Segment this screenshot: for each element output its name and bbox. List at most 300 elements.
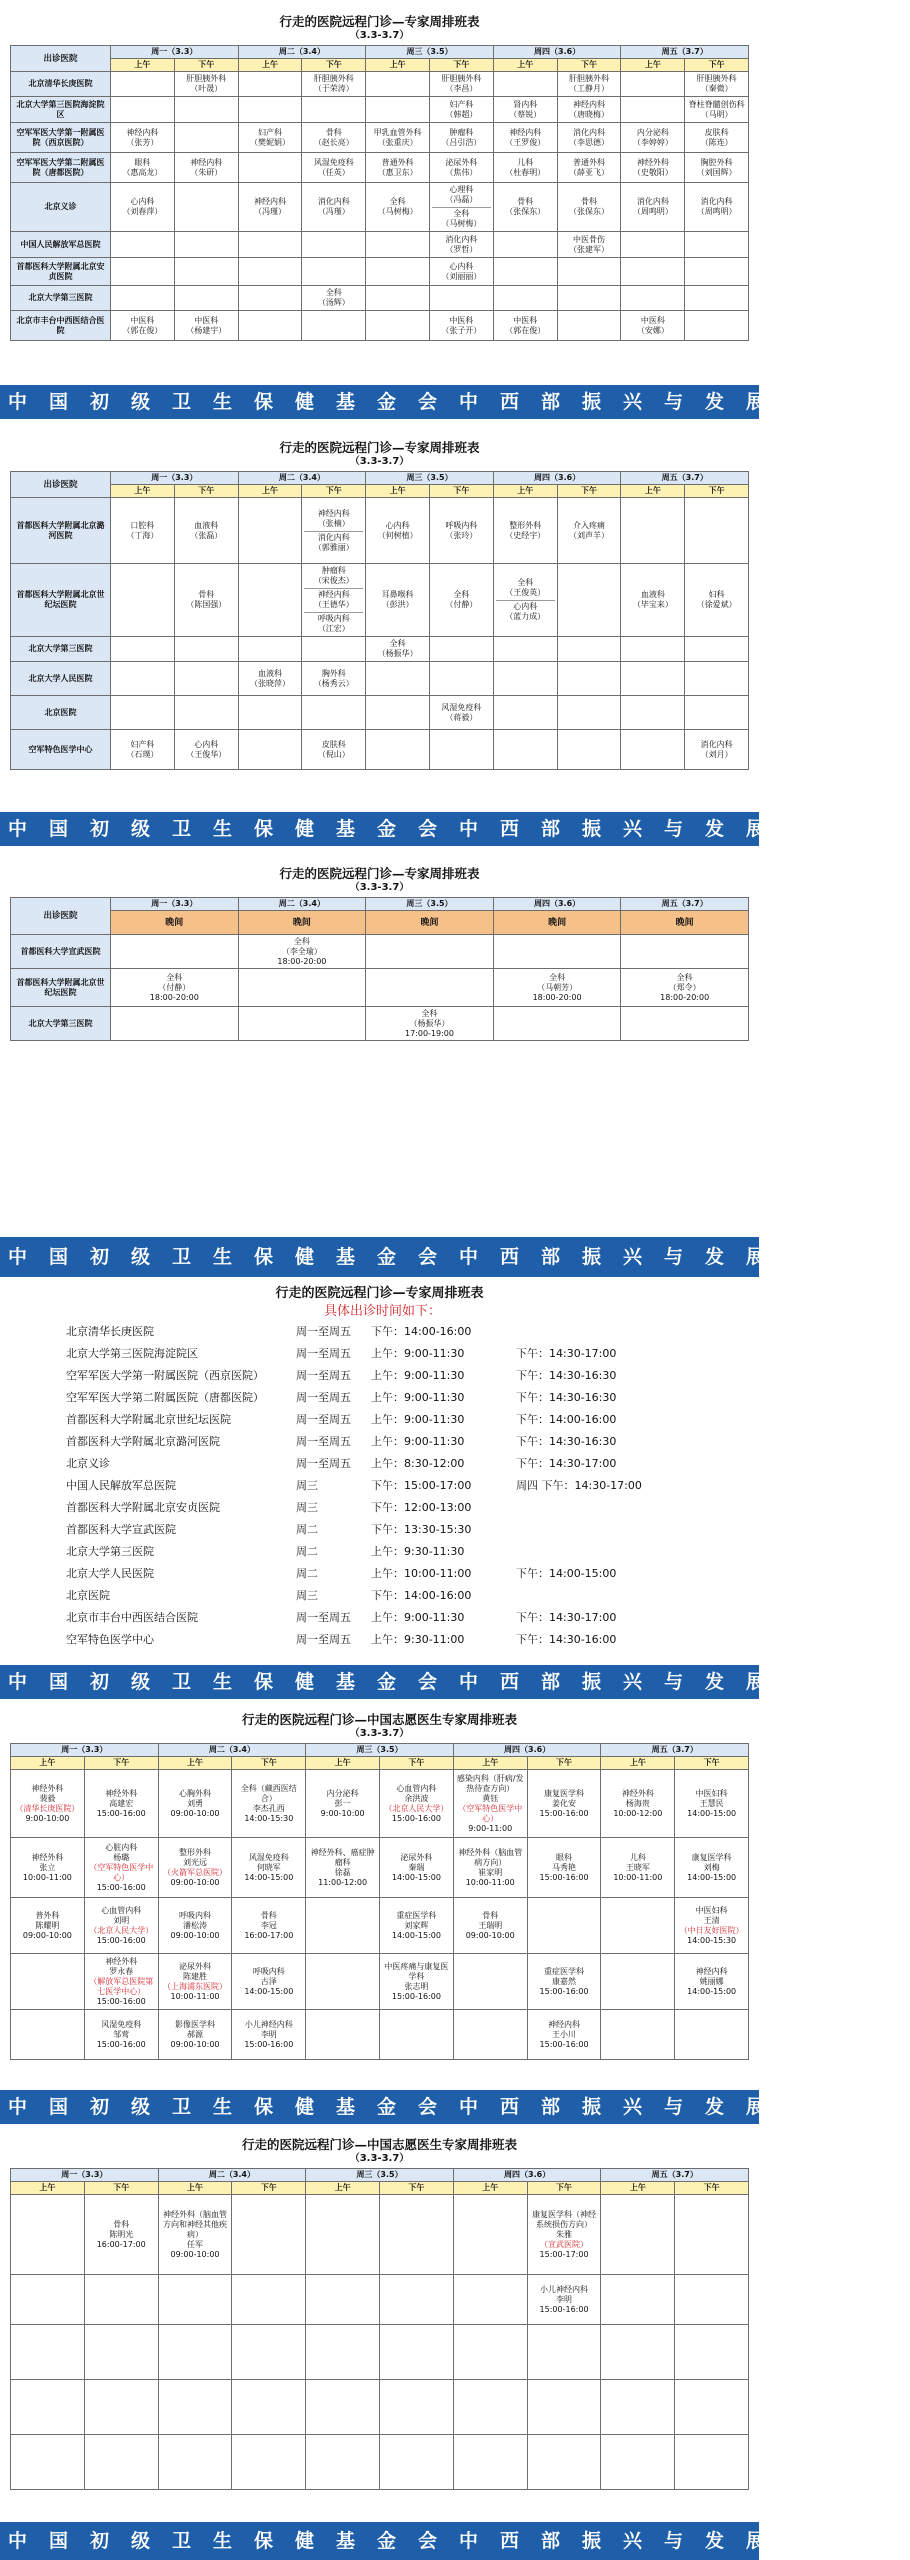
- department: 神经外科: [636, 157, 669, 167]
- hours-subtitle: 具体出诊时间如下：: [323, 1304, 441, 1319]
- department: 心内科: [130, 197, 155, 206]
- doctor-name: （马明）: [700, 109, 733, 119]
- day-header: 周一（3.3）: [111, 898, 239, 911]
- doctor-entry: [432, 157, 491, 179]
- schedule-cell: [174, 72, 238, 97]
- schedule-cell: [453, 2275, 527, 2325]
- day-header: 周二（3.4）: [158, 2169, 306, 2182]
- doctor-entry: [368, 638, 427, 660]
- schedule-cell: [302, 258, 366, 286]
- doctor-name: （江宏）: [317, 624, 350, 633]
- doctor-entry: [177, 73, 236, 95]
- doctor-name: （刘春萍）: [122, 207, 163, 216]
- doctor-name: （汤辉）: [317, 298, 350, 307]
- doctor-entry: [432, 520, 491, 542]
- time-slot: 18:00-20:00: [660, 992, 710, 1002]
- department: 普外科: [35, 1910, 60, 1920]
- schedule-cell: [621, 1007, 749, 1041]
- doctor-name: （张晓萍）: [250, 678, 290, 688]
- doctor-entry: [241, 244, 300, 246]
- section-title: 行走的医院远程门诊—专家周排班表: [279, 440, 480, 455]
- doctor-entry: [496, 244, 555, 246]
- department: 消化内科: [700, 739, 733, 749]
- schedule-cell: [430, 97, 494, 123]
- department: 肝胆胰外科: [441, 74, 482, 83]
- schedule-cell: [557, 72, 621, 97]
- hospital-name: 首都医科大学附属北京安贞医院: [66, 1501, 220, 1514]
- doctor-entry: [560, 712, 619, 714]
- schedule-cell: [430, 637, 494, 662]
- volunteer-section-2: [0, 2137, 759, 2522]
- am-header: 上午: [111, 59, 175, 72]
- section-date: （3.3-3.7）: [349, 1728, 410, 1739]
- am-hours: 下午：13:30-15:30: [371, 1523, 472, 1536]
- schedule-cell: [366, 935, 494, 969]
- schedule-cell: [557, 564, 621, 637]
- header-row: [11, 46, 749, 59]
- schedule-cell: [493, 153, 557, 183]
- table-row: [11, 935, 749, 969]
- hours-row: [66, 1475, 699, 1497]
- department: 神经外科（脑血管方向和神经其他疾病）: [163, 2209, 227, 2239]
- time-slot: 15:00-16:00: [96, 1996, 146, 2006]
- am-hours: 下午：15:00-17:00: [371, 1479, 472, 1492]
- schedule-cell: [174, 637, 238, 662]
- schedule-cell: [527, 2325, 601, 2380]
- schedule-cell: [11, 1898, 85, 1954]
- schedule-cell: [621, 564, 685, 637]
- department: 肝胆胰外科: [696, 74, 737, 83]
- department: 胸腔外科: [700, 157, 733, 167]
- department: 神经内科: [695, 1966, 728, 1976]
- department: 心内科: [385, 520, 410, 530]
- table-row: [11, 1838, 749, 1898]
- doctor-name: 杨海贵: [625, 1798, 650, 1808]
- schedule-cell: [111, 637, 175, 662]
- schedule-cell: [111, 730, 175, 770]
- hospital-name: 首都医科大学宣武医院: [11, 935, 111, 969]
- schedule-section-2: [0, 440, 759, 805]
- schedule-cell: [685, 72, 749, 97]
- doctor-entry: [496, 520, 555, 542]
- department: 神经内科: [317, 508, 350, 518]
- department: 风湿免疫科: [313, 157, 354, 167]
- time-slot: 14:00-15:30: [244, 1813, 294, 1823]
- am-header: 上午: [366, 485, 430, 498]
- day-header: 周五（3.7）: [621, 46, 749, 59]
- schedule-cell: [11, 2435, 85, 2490]
- schedule-cell: [557, 123, 621, 153]
- time-slot: 14:00-15:00: [687, 1872, 737, 1882]
- doctor-entry: [177, 712, 236, 714]
- schedule-cell: [238, 97, 302, 123]
- doctor-entry: [496, 600, 555, 623]
- schedule-cell: [84, 2010, 158, 2060]
- days: 周一至周五: [296, 1325, 351, 1338]
- am-header: 上午: [453, 1757, 527, 1770]
- foundation-banner: 中国初级卫生保健基金会中西部振兴与发展办公室: [0, 1665, 759, 1699]
- doctor-entry: [432, 234, 491, 256]
- pm-header: 下午: [430, 59, 494, 72]
- doctor-entry: [560, 648, 619, 650]
- doctor-name: （秦微）: [700, 84, 733, 93]
- schedule-cell: [158, 1838, 232, 1898]
- department: 全科: [421, 1008, 438, 1018]
- doctor-entry: [560, 234, 619, 256]
- doctor-hospital: （清华长庚医院）: [15, 1803, 80, 1813]
- department: 泌尿外科: [179, 1961, 211, 1971]
- doctor-name: 李冠: [260, 1920, 277, 1930]
- am-header: 上午: [11, 1757, 85, 1770]
- schedule-cell: [366, 123, 430, 153]
- doctor-name: （郭在俊）: [505, 325, 546, 335]
- doctor-entry: [304, 127, 363, 149]
- department: 小儿神经内科: [244, 2019, 293, 2029]
- doctor-entry: [623, 244, 682, 246]
- doctor-entry: [304, 508, 363, 530]
- doctor-name: （韩超）: [445, 109, 478, 119]
- department: 骨科: [517, 197, 534, 206]
- department: 消化内科: [700, 197, 733, 206]
- doctor-name: （吕引浩）: [441, 137, 482, 147]
- doctor-entry: [687, 99, 746, 121]
- doctor-entry: [496, 196, 555, 218]
- schedule-cell: [527, 1770, 601, 1838]
- am-hours: 上午：9:00-11:30: [371, 1391, 465, 1404]
- doctor-name: 康嘉然: [552, 1976, 577, 1986]
- doctor-name: （马树梅）: [441, 219, 482, 228]
- hospital-name: 首都医科大学附属北京潞河医院: [11, 498, 111, 564]
- department: 全科: [389, 197, 406, 206]
- doctor-entry: [560, 678, 619, 680]
- doctor-entry: [304, 648, 363, 650]
- schedule-cell: [366, 564, 430, 637]
- schedule-cell: [84, 1770, 158, 1838]
- doctor-name: 陈建胜: [183, 1971, 207, 1981]
- schedule-cell: [621, 730, 685, 770]
- schedule-cell: [302, 311, 366, 341]
- schedule-cell: [111, 183, 175, 232]
- doctor-name: 杨璐: [113, 1852, 130, 1862]
- hospital-name: 空军特色医学中心: [11, 730, 111, 770]
- table-row: [11, 2435, 749, 2490]
- doctor-hospital: （空军特色医学中心）: [89, 1862, 154, 1882]
- schedule-cell: [685, 258, 749, 286]
- department: 神经内科: [126, 127, 159, 137]
- doctor-name: 陈耀明: [35, 1920, 60, 1930]
- doctor-name: （焦伟）: [445, 167, 478, 177]
- hospital-name: 北京医院: [66, 1589, 110, 1602]
- hospital-name: 中国人民解放军总医院: [11, 232, 111, 258]
- department: 消化内科: [317, 197, 350, 206]
- schedule-cell: [302, 183, 366, 232]
- schedule-cell: [232, 1954, 306, 2010]
- department: 心内科: [194, 739, 219, 749]
- doctor-name: （安娜）: [636, 325, 669, 335]
- schedule-cell: [557, 258, 621, 286]
- hospital-name: 北京义诊: [66, 1457, 110, 1470]
- department: 心胸外科: [179, 1788, 211, 1798]
- department: 神经外科: [31, 1852, 64, 1862]
- doctor-name: （张建军）: [569, 244, 610, 254]
- am-header: 上午: [306, 1757, 380, 1770]
- pm-hours: 下午：14:00-16:00: [516, 1413, 617, 1426]
- doctor-name: （王德华）: [313, 600, 354, 609]
- schedule-cell: [493, 311, 557, 341]
- schedule-cell: [675, 1898, 749, 1954]
- pm-hours: [516, 1321, 656, 1343]
- hours-list: [66, 1321, 699, 1651]
- time-slot: 15:00-16:00: [539, 2304, 589, 2314]
- schedule-cell: [111, 258, 175, 286]
- time-slot: 9:00-10:00: [25, 1813, 70, 1823]
- doctor-entry: [368, 244, 427, 246]
- doctor-name: 姚丽娜: [699, 1976, 724, 1986]
- day-header: 周一（3.3）: [11, 1744, 159, 1757]
- doctor-name: （张磊）: [190, 530, 223, 540]
- section-title: 行走的医院远程门诊—专家周排班表: [279, 866, 480, 881]
- pm-header: 下午: [84, 1757, 158, 1770]
- doctor-entry: [687, 589, 746, 611]
- time-slot: 15:00-16:00: [96, 1882, 146, 1892]
- schedule-cell: [453, 2435, 527, 2490]
- schedule-cell: [557, 637, 621, 662]
- empty-row: [11, 1049, 749, 1057]
- schedule-cell: [430, 72, 494, 97]
- schedule-cell: [527, 1954, 601, 2010]
- hospital-name: 首都医科大学附属北京安贞医院: [11, 258, 111, 286]
- schedule-cell: [493, 969, 621, 1007]
- doctor-entry: [304, 668, 363, 690]
- schedule-cell: [675, 2435, 749, 2490]
- department: 脊柱脊髓创伤科: [688, 99, 745, 109]
- volunteer-table-1: [10, 1743, 749, 2060]
- doctor-entry: [432, 73, 491, 95]
- doctor-name: （刘月）: [700, 749, 733, 759]
- doctor-entry: [177, 315, 236, 337]
- department: 呼吸内科: [317, 614, 350, 623]
- doctor-entry: [432, 127, 491, 149]
- department: 神经外科、癌症肿瘤科: [310, 1847, 375, 1867]
- doctor-entry: [177, 244, 236, 246]
- days: 周三: [296, 1501, 318, 1514]
- schedule-cell: [557, 232, 621, 258]
- hospital-name: 北京义诊: [11, 183, 111, 232]
- hours-row: [66, 1343, 699, 1365]
- doctor-entry: [432, 184, 491, 206]
- doctor-entry: [687, 739, 746, 761]
- day-header: 周二（3.4）: [238, 898, 366, 911]
- schedule-cell: [232, 1898, 306, 1954]
- doctor-entry: [241, 297, 300, 299]
- schedule-cell: [675, 2325, 749, 2380]
- schedule-cell: [621, 311, 685, 341]
- schedule-cell: [430, 730, 494, 770]
- doctor-entry: [113, 315, 172, 337]
- doctor-name: （史经宇）: [505, 530, 546, 540]
- doctor-entry: [177, 206, 236, 208]
- doctor-name: 刘家辉: [404, 1920, 429, 1930]
- section-title: 行走的医院远程门诊—专家周排班表: [275, 1286, 484, 1301]
- schedule-cell: [158, 2325, 232, 2380]
- department: 中医骨伤: [573, 234, 606, 244]
- time-slot: 9:00-11:00: [468, 1823, 513, 1833]
- hours-row: [66, 1541, 699, 1563]
- department: 骨科: [260, 1910, 277, 1920]
- schedule-cell: [111, 935, 239, 969]
- department: 整形外科: [179, 1847, 211, 1857]
- doctor-entry: [560, 196, 619, 218]
- am-hours: 上午：9:00-11:30: [371, 1369, 465, 1382]
- doctor-entry: [687, 271, 746, 273]
- department: 泌尿外科: [445, 157, 478, 167]
- doctor-name: （郭雅丽）: [313, 542, 354, 552]
- doctor-name: 王清: [703, 1915, 720, 1925]
- time-slot: 15:00-16:00: [539, 1872, 589, 1882]
- table-row: [11, 730, 749, 770]
- schedule-cell: [493, 696, 557, 730]
- doctor-name: 罗永春: [109, 1966, 134, 1976]
- doctor-entry: [241, 668, 300, 690]
- days: 周二: [296, 1523, 318, 1536]
- header-row: [11, 2169, 749, 2182]
- doctor-entry: [432, 207, 491, 230]
- doctor-entry: [304, 325, 363, 327]
- department: 风湿免疫科: [248, 1852, 289, 1862]
- schedule-cell: [685, 232, 749, 258]
- am-header: 上午: [493, 485, 557, 498]
- department: 神经内科: [548, 2019, 581, 2029]
- doctor-entry: [560, 127, 619, 149]
- pm-hours: 下午：14:00-15:00: [516, 1567, 617, 1580]
- schedule-cell: [493, 123, 557, 153]
- time-slot: 15:00-16:00: [244, 2039, 294, 2049]
- schedule-cell: [302, 123, 366, 153]
- doctor-name: （徐爱斌）: [696, 600, 737, 609]
- schedule-cell: [380, 1838, 454, 1898]
- doctor-entry: [623, 678, 682, 680]
- doctor-entry: [687, 244, 746, 246]
- doctor-entry: [368, 325, 427, 327]
- doctor-hospital: （北京人民大学）: [89, 1925, 154, 1935]
- day-header: 周三（3.5）: [306, 2169, 454, 2182]
- doctor-entry: [113, 678, 172, 680]
- days: 周一至周五: [296, 1369, 351, 1382]
- department: 血液科: [640, 590, 665, 599]
- schedule-cell: [366, 311, 430, 341]
- department: 全科: [325, 288, 342, 297]
- table-row: [11, 1898, 749, 1954]
- schedule-cell: [685, 153, 749, 183]
- department: 重症医学科: [396, 1910, 437, 1920]
- doctor-entry: [113, 599, 172, 601]
- doctor-name: 崔家明: [478, 1867, 503, 1877]
- schedule-cell: [685, 123, 749, 153]
- doctor-name: （付静）: [158, 982, 191, 992]
- schedule-cell: [111, 286, 175, 311]
- corner-label: 出诊医院: [11, 46, 111, 72]
- schedule-cell: [174, 183, 238, 232]
- doctor-entry: [368, 589, 427, 611]
- doctor-entry: [496, 712, 555, 714]
- schedule-cell: [366, 969, 494, 1007]
- doctor-entry: [177, 648, 236, 650]
- doctor-entry: [177, 271, 236, 273]
- hospital-name: 北京大学第三医院海淀院区: [66, 1347, 198, 1360]
- table-row: [11, 123, 749, 153]
- pm-hours: 下午：14:30-16:30: [516, 1391, 617, 1404]
- doctor-entry: [496, 577, 555, 599]
- doctor-name: （蔡锐）: [509, 109, 542, 119]
- schedule-cell: [493, 498, 557, 564]
- schedule-cell: [380, 1770, 454, 1838]
- doctor-entry: [241, 530, 300, 532]
- time-slot: 14:00-15:00: [687, 1986, 737, 1996]
- time-slot: 09:00-10:00: [22, 1930, 72, 1940]
- doctor-entry: [623, 712, 682, 714]
- doctor-name: （丁海）: [126, 530, 159, 540]
- doctor-entry: [623, 315, 682, 337]
- doctor-name: 彭一: [334, 1798, 351, 1808]
- schedule-cell: [675, 2010, 749, 2060]
- schedule-cell: [232, 2380, 306, 2435]
- table-row: [11, 1007, 749, 1041]
- schedule-cell: [453, 2380, 527, 2435]
- department: 内分泌科: [326, 1788, 359, 1798]
- table-row: [11, 2325, 749, 2380]
- time-slot: 15:00-16:00: [539, 1986, 589, 1996]
- schedule-cell: [238, 696, 302, 730]
- schedule-cell: [238, 969, 366, 1007]
- schedule-cell: [557, 662, 621, 696]
- table-row: [11, 2380, 749, 2435]
- schedule-cell: [174, 286, 238, 311]
- department: 肿瘤科: [321, 566, 346, 575]
- doctor-name: 高建宏: [109, 1798, 134, 1808]
- schedule-cell: [493, 72, 557, 97]
- hospital-name: 中国人民解放军总医院: [66, 1479, 176, 1492]
- doctor-name: 何晓军: [256, 1862, 281, 1872]
- schedule-cell: [306, 2195, 380, 2275]
- schedule-cell: [527, 2010, 601, 2060]
- department: 整形外科: [509, 520, 542, 530]
- doctor-entry: [687, 73, 746, 95]
- schedule-cell: [111, 97, 175, 123]
- doctor-entry: [560, 99, 619, 121]
- doctor-entry: [496, 648, 555, 650]
- time-slot: 15:00-17:00: [539, 2249, 589, 2259]
- doctor-name: 朱雅: [556, 2229, 573, 2239]
- hospital-name: 空军特色医学中心: [66, 1633, 154, 1646]
- schedule-cell: [366, 730, 430, 770]
- doctor-entry: [496, 157, 555, 179]
- doctor-entry: [241, 271, 300, 273]
- evening-header: 晚间: [621, 911, 749, 935]
- doctor-name: 徐磊: [334, 1867, 351, 1877]
- schedule-cell: [601, 1770, 675, 1838]
- pm-header: 下午: [174, 59, 238, 72]
- doctor-hospital: （宣武医院）: [540, 2239, 589, 2249]
- doctor-name: 余洪波: [404, 1793, 429, 1803]
- schedule-cell: [601, 1838, 675, 1898]
- doctor-name: （蒋毅）: [445, 712, 478, 722]
- am-header: 上午: [601, 1757, 675, 1770]
- hours-row: [66, 1497, 699, 1519]
- schedule-cell: [158, 2010, 232, 2060]
- schedule-cell: [238, 564, 302, 637]
- doctor-entry: [623, 83, 682, 85]
- doctor-entry: [623, 127, 682, 149]
